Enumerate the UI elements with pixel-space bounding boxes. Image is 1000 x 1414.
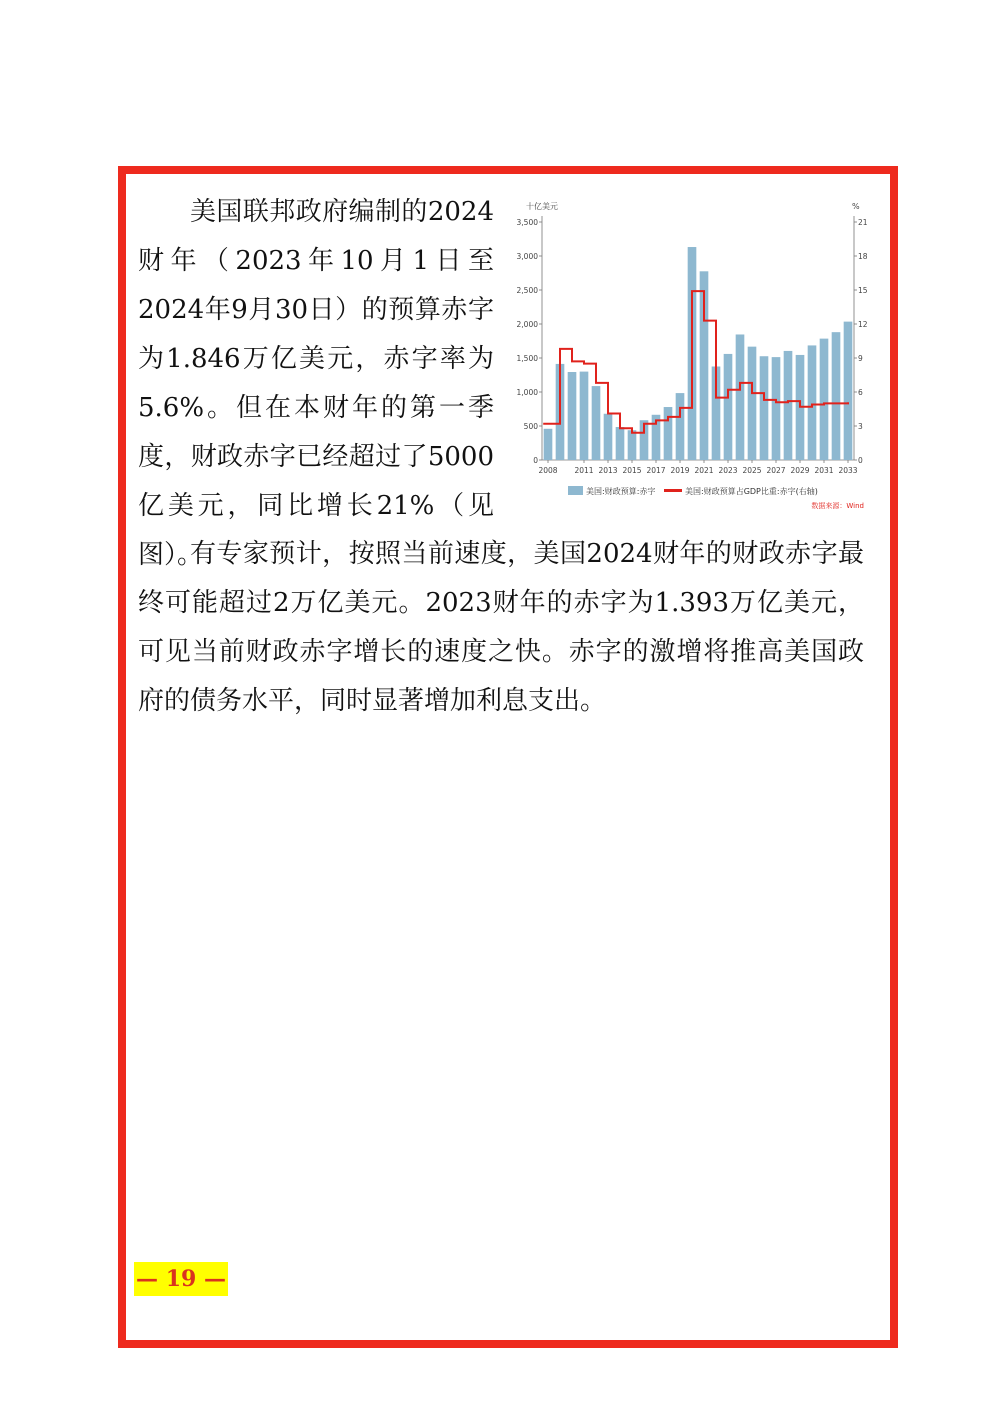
right-tick-label: 15 bbox=[858, 286, 868, 295]
deficit-bar bbox=[544, 429, 553, 460]
right-unit-label: % bbox=[852, 202, 860, 211]
x-tick-label: 2011 bbox=[574, 466, 594, 475]
right-tick-label: 21 bbox=[858, 218, 868, 227]
right-tick-label: 0 bbox=[858, 456, 863, 465]
deficit-bar bbox=[760, 356, 769, 460]
x-tick-label: 2031 bbox=[814, 466, 834, 475]
deficit-bar bbox=[820, 339, 829, 460]
deficit-bar bbox=[676, 393, 685, 460]
deficit-bar bbox=[832, 332, 841, 460]
deficit-bar bbox=[784, 351, 793, 460]
left-tick-label: 0 bbox=[533, 456, 538, 465]
paragraph-2: 有专家预计，按照当前速度，美国2024财年的财政赤字最终可能超过2万亿美元。2023财年的赤字为1.393万亿美元，可见当前财政赤字增长的速度之快。赤字的激增将推高美国政府的债务水平，同时显著增加利息支出。 bbox=[138, 539, 864, 716]
x-tick-label: 2029 bbox=[790, 466, 810, 475]
x-tick-label: 2033 bbox=[838, 466, 858, 475]
left-tick-label: 2,000 bbox=[516, 320, 538, 329]
right-tick-label: 18 bbox=[858, 252, 868, 261]
deficit-bar bbox=[568, 372, 577, 460]
x-tick-label: 2019 bbox=[670, 466, 690, 475]
right-tick-label: 3 bbox=[858, 422, 863, 431]
legend bbox=[568, 486, 818, 496]
legend-bar-swatch bbox=[568, 486, 583, 495]
left-tick-label: 500 bbox=[523, 422, 538, 431]
deficit-bar bbox=[736, 334, 745, 460]
deficit-bar bbox=[748, 347, 757, 460]
x-tick-label: 2025 bbox=[742, 466, 762, 475]
deficit-bar bbox=[808, 345, 817, 460]
left-tick-label: 3,000 bbox=[516, 252, 538, 261]
right-tick-label: 6 bbox=[858, 388, 863, 397]
x-tick-label: 2027 bbox=[766, 466, 786, 475]
x-tick-label: 2023 bbox=[718, 466, 738, 475]
right-tick-label: 12 bbox=[858, 320, 868, 329]
left-unit-label: 十亿美元 bbox=[526, 202, 558, 211]
x-tick-label: 2021 bbox=[694, 466, 714, 475]
page-number: — 19 — bbox=[134, 1262, 228, 1296]
deficit-bar bbox=[616, 427, 625, 460]
right-tick-label: 9 bbox=[858, 354, 863, 363]
deficit-bar bbox=[628, 430, 637, 460]
legend-line-swatch bbox=[664, 489, 682, 492]
deficit-chart bbox=[510, 198, 868, 516]
deficit-bar bbox=[664, 407, 673, 460]
plot-area bbox=[517, 216, 868, 475]
deficit-bar bbox=[580, 372, 589, 460]
left-tick-label: 1,500 bbox=[516, 354, 538, 363]
left-tick-label: 2,500 bbox=[516, 286, 538, 295]
x-tick-label: 2017 bbox=[646, 466, 666, 475]
legend-bar-label: 美国:财政预算:赤字 bbox=[586, 487, 656, 496]
deficit-bar bbox=[772, 357, 781, 460]
paragraph-1: 美国联邦政府编制的2024财年（2023年10月1日至2024年9月30日）的预算赤字为1.846万亿美元，赤字率为5.6%。但在本财年的第一季度，财政赤字已经超过了5000亿美元，同比增长21%（见图）。 bbox=[138, 197, 494, 570]
x-tick-label: 2013 bbox=[598, 466, 618, 475]
source-note: 数据来源：Wind bbox=[811, 502, 864, 510]
left-tick-label: 3,500 bbox=[516, 218, 538, 227]
deficit-bar bbox=[604, 414, 613, 460]
left-tick-label: 1,000 bbox=[516, 388, 538, 397]
deficit-bar bbox=[592, 386, 601, 460]
deficit-bar bbox=[844, 322, 853, 460]
deficit-bar bbox=[724, 354, 733, 460]
legend-line-label: 美国:财政预算占GDP比重:赤字(右轴) bbox=[685, 487, 818, 496]
x-tick-label: 2008 bbox=[538, 466, 558, 475]
x-tick-label: 2015 bbox=[622, 466, 642, 475]
